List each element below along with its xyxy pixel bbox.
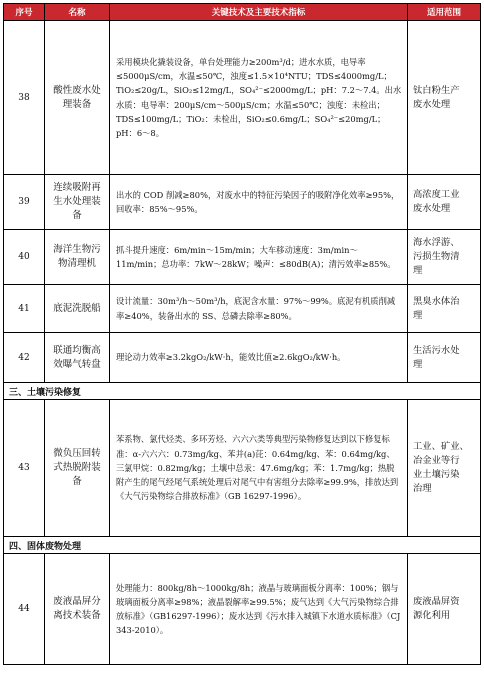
row-name: 废液晶屏分 离技术装备 <box>45 554 110 665</box>
row-name: 微负压回转 式热脱附装 备 <box>45 400 110 537</box>
section-title: 三、土壤污染修复 <box>4 383 481 400</box>
table-row-44 <box>4 554 481 665</box>
row-serial: 41 <box>4 285 45 333</box>
table-row-39 <box>4 175 481 230</box>
row-scope: 废液晶屏资 源化利用 <box>408 554 481 665</box>
row-tech: 采用模块化撬装设备，单台处理能力≥200m³/d；进水水质，电导率≤5000μS/cm，水温≤50℃，浊度≤1.5×10⁴NTU；TDS≤4000mg/L；TiO₂≤20g/L，SiO₂≤12mg/L，SO₄²⁻≤2000mg/L；pH：7.2～7.4。出水水质：电导率：200μS/cm～500μS/cm；水温≤50℃；浊度：未检出；TDS≤100mg/L；TiO₂：未检出，SiO₂≤0.6mg/L；SO₄²⁻≤20mg/L；pH：6～8。 <box>110 21 408 175</box>
row-scope: 钛白粉生产 废水处理 <box>408 21 481 175</box>
row-name: 海洋生物污 物清理机 <box>45 230 110 285</box>
row-tech: 理论动力效率≥3.2kgO₂/kW·h，能效比值≥2.6kgO₂/kW·h。 <box>110 333 408 383</box>
row-serial: 42 <box>4 333 45 383</box>
row-scope: 高浓度工业 废水处理 <box>408 175 481 230</box>
row-serial: 40 <box>4 230 45 285</box>
row-tech: 抓斗提升速度：6m/min～15m/min；大车移动速度：3m/min～11m/min；总功率：7kW～28kW；噪声：≤80dB(A)；清污效率≥85%。 <box>110 230 408 285</box>
row-scope: 工业、矿业、 冶金业等行 业土壤污染 治理 <box>408 400 481 537</box>
technology-table <box>3 3 481 665</box>
row-serial: 44 <box>4 554 45 665</box>
table-row-41 <box>4 285 481 333</box>
section-title: 四、固体废物处理 <box>4 537 481 554</box>
row-scope: 海水浮游、 污损生物清 理 <box>408 230 481 285</box>
row-scope: 黑臭水体治 理 <box>408 285 481 333</box>
row-name: 连续吸附再 生水处理装 备 <box>45 175 110 230</box>
table-row-38 <box>4 21 481 175</box>
row-tech: 设计流量：30m³/h～50m³/h，底泥含水量：97%～99%。底泥有机质削减率≥40%，装备出水的 SS、总磷去除率≥80%。 <box>110 285 408 333</box>
header-name: 名称 <box>45 4 110 21</box>
row-tech: 出水的 COD 削减≥80%，对废水中的特征污染因子的吸附净化效率≥95%，回收率：85%～95%。 <box>110 175 408 230</box>
table-row-42 <box>4 333 481 383</box>
row-tech: 处理能力：800kg/8h～1000kg/8h；液晶与玻璃面板分离率：100%；铟与玻璃面板分离率≥98%；液晶裂解率≥99.5%；废气达到《大气污染物综合排放标准》（GB16297-1996）；废水达到《污水排入城镇下水道水质标准》（CJ 343-2010）。 <box>110 554 408 665</box>
section-row-solid-waste <box>4 537 481 554</box>
table-row-40 <box>4 230 481 285</box>
header-tech: 关键技术及主要技术指标 <box>110 4 408 21</box>
row-serial: 39 <box>4 175 45 230</box>
row-serial: 43 <box>4 400 45 537</box>
header-scope: 适用范围 <box>408 4 481 21</box>
standards-table-page <box>3 3 480 665</box>
header-row <box>4 4 481 21</box>
section-row-soil <box>4 383 481 400</box>
row-name: 底泥洗脱船 <box>45 285 110 333</box>
row-name: 联通均衡高 效曝气转盘 <box>45 333 110 383</box>
row-scope: 生活污水处 理 <box>408 333 481 383</box>
row-tech: 苯系物、氯代烃类、多环芳烃、六六六类等典型污染物修复达到以下修复标准：α-六六六：0.73mg/kg、苯并(a)芘：0.64mg/kg、苯：0.64mg/kg、三氯甲烷：0.82mg/kg；土壤中总汞：47.6mg/kg；苯：1.7mg/kg；热脱附产生的尾气经尾气系统处理后对尾气中有害组分去除率≥99.9%，排放达到《大气污染物综合排放标准》（GB 16297-1996）。 <box>110 400 408 537</box>
row-name: 酸性废水处 理装备 <box>45 21 110 175</box>
row-serial: 38 <box>4 21 45 175</box>
table-row-43 <box>4 400 481 537</box>
header-serial: 序号 <box>4 4 45 21</box>
